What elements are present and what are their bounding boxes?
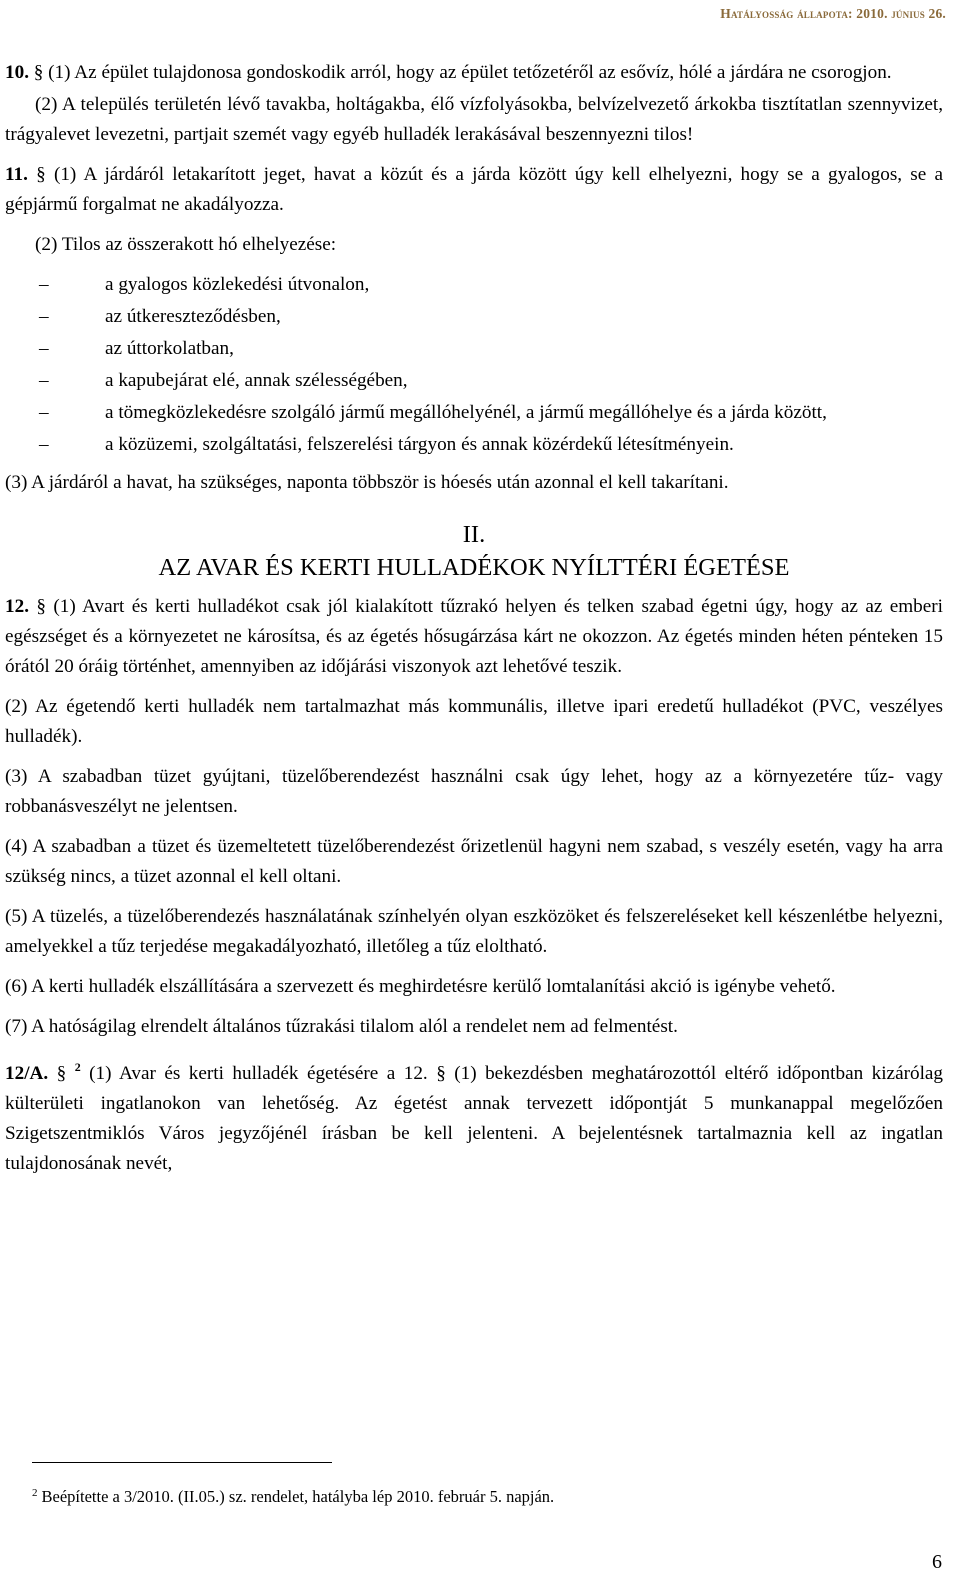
section-12-para-2: (2) Az égetendő kerti hulladék nem tartalmazhat más kommunális, illetve ipari eredetű hulladékot (PVC, veszélyes hulladék). <box>5 696 943 747</box>
section-number: 10. <box>5 62 29 83</box>
footnote-text: Beépítette a 3/2010. (II.05.) sz. rendelet, hatályba lép 2010. február 5. napján. <box>41 1487 555 1506</box>
section-12-para-7: (7) A hatóságilag elrendelt általános tűzrakási tilalom alól a rendelet nem ad felmentést. <box>5 1016 678 1037</box>
list-item: – a közüzemi, szolgáltatási, felszerelési tárgyon és annak közérdekű létesítményein. <box>39 434 734 455</box>
section-number: 11. <box>5 164 28 185</box>
section-number: 12. <box>5 596 29 617</box>
list-item: – az útkereszteződésben, <box>39 306 281 327</box>
list-item: – az úttorkolatban, <box>39 338 234 359</box>
chapter-heading <box>5 518 943 584</box>
document-body <box>5 58 943 1189</box>
list-item: – a kapubejárat elé, annak szélességében, <box>39 370 408 391</box>
footnote-reference[interactable]: 2 <box>74 1060 81 1074</box>
section-sign: § <box>36 164 46 185</box>
chapter-title: AZ AVAR ÉS KERTI HULLADÉKOK NYÍLTTÉRI ÉGETÉSE <box>158 554 790 581</box>
list-item: – a gyalogos közlekedési útvonalon, <box>39 274 370 295</box>
section-12-para-3: (3) A szabadban tüzet gyújtani, tüzelőberendezést használni csak úgy lehet, hogy az a környezetére tűz- vagy robbanásveszélyt ne jelentsen. <box>5 766 943 817</box>
section-sign: § <box>33 62 44 83</box>
section-sign: § <box>36 596 46 617</box>
document-status-header: Hatályosság állapota: 2010. június 26. <box>720 6 946 21</box>
list-item: – a tömegközlekedésre szolgáló jármű megállóhelyénél, a jármű megállóhelye és a járda között, <box>39 402 827 423</box>
section-number: 12/A. <box>5 1063 49 1084</box>
chapter-number: II. <box>462 521 486 548</box>
section-12-para-1: 12. § (1) Avart és kerti hulladékot csak jól kialakított tűzrakó helyen és telken szabad égetni úgy, hogy az az emberi egészséget és a környezetet ne károsítsa, és az égetés hősugárzása kárt ne okozzon. Az égetés minden héten pénteken 15 órától 20 óráig történhet, amennyiben az időjárási viszonyok azt lehetővé teszik. <box>5 596 944 677</box>
section-12a-para-1: 12/A. § $^2$ (1) Avar és kerti hulladék égetésére a 12. § (1) bekezdésben meghatározottól eltérő időpontban kizárólag külterületi ingatlanokon van lehetőség. Az égetést annak tervezett időpontját 5 munkanappal megelőzően Szigetszentmiklós Város jegyzőjénél írásban be kell jelenteni. A bejelentésnek tartalmaznia kell az ingatlan tulajdonosának nevét, <box>5 1060 944 1174</box>
section-11-para-1: 11. § (1) A járdáról letakarított jeget, havat a közút és a járda között úgy kell elhelyezni, hogy se a gyalogos, se a gépjármű forgalmat ne akadályozza. <box>5 164 944 215</box>
snow-placement-list <box>5 270 943 460</box>
section-12-para-5: (5) A tüzelés, a tüzelőberendezés használatának színhelyén olyan eszközöket és felszereléseket kell készenlétbe helyezni, amelyekkel a tűz terjedése megakadályozható, illetőleg a tűz eloltható. <box>5 906 943 957</box>
page-number: 6 <box>932 1551 942 1573</box>
section-11-para-3: (3) A járdáról a havat, ha szükséges, naponta többször is hóesés után azonnal el kell takarítani. <box>5 472 729 493</box>
footnote-number: 2 <box>32 1487 38 1499</box>
section-12-para-6: (6) A kerti hulladék elszállítására a szervezett és meghirdetésre kerülő lomtalanítási akció is igénybe vehető. <box>5 976 836 997</box>
footnote <box>32 1482 554 1508</box>
section-12-para-4: (4) A szabadban a tüzet és üzemeltetett tüzelőberendezést őrizetlenül hagyni nem szabad, s veszély esetén, vagy ha arra szükség nincs, a tüzet azonnal el kell oltani. <box>5 836 943 887</box>
footnote-divider <box>32 1462 332 1463</box>
section-10-para-1: 10. § (1) Az épület tulajdonosa gondoskodik arról, hogy az épület tetőzetéről az esővíz, hólé a járdára ne csorogjon. <box>5 62 892 83</box>
section-11-para-2: (2) Tilos az összerakott hó elhelyezése: <box>35 234 337 255</box>
section-10-para-2: (2) A település területén lévő tavakba, holtágakba, élő vízfolyásokba, belvízelvezető árkokba tisztítatlan szennyvizet, trágyalevet levezetni, partjait szemét vagy egyéb hulladék lerakásával beszennyezni tilos! <box>5 94 943 145</box>
section-sign: § <box>56 1063 67 1084</box>
